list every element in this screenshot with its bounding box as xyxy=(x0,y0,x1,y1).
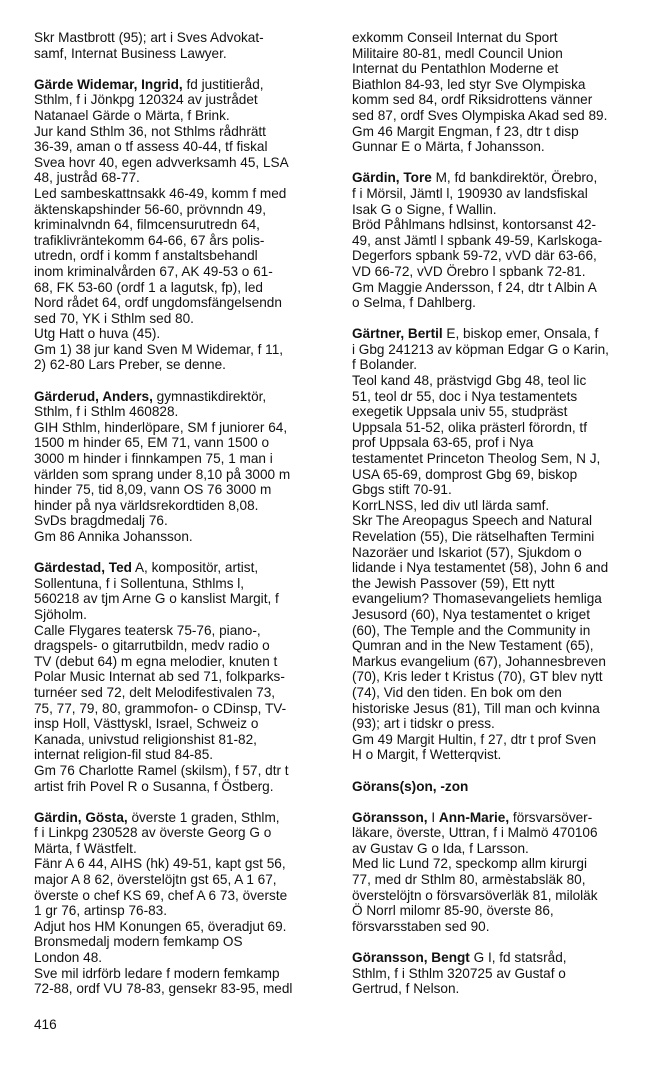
entry-line xyxy=(34,591,324,607)
entry-text: hinder 75, tid 8,09, vann OS 76 3000 m xyxy=(34,482,272,498)
entry-text: Skr Mastbrott (95); art i Sves Advokat- xyxy=(34,30,264,45)
entry-text: komm sed 84, ordf Riksidrottens vänner xyxy=(352,92,593,108)
entry-text: Sthlm, f i Jönkpg 120324 av justrådet xyxy=(34,92,258,108)
entry-text: 3000 m hinder i finnkampen 75, 1 man i xyxy=(34,451,273,467)
entry-line xyxy=(34,155,324,171)
entry-text: exegetik Uppsala univ 55, studpräst xyxy=(352,404,568,420)
entry-headword: Gärde Widemar, Ingrid, xyxy=(34,76,183,92)
entry-text: Biathlon 84-93, led styr Sve Olympiska xyxy=(352,76,586,92)
entry-text: 75, 77, 79, 80, grammofon- o CDinsp, TV- xyxy=(34,700,287,716)
entry-line xyxy=(34,498,324,514)
entry-line xyxy=(352,186,644,202)
entry-line xyxy=(352,513,644,529)
entry-line xyxy=(352,124,644,140)
entry-line xyxy=(352,591,644,607)
entry-line xyxy=(34,311,324,327)
entry-text: Gm Maggie Andersson, f 24, dtr t Albin A xyxy=(352,279,597,295)
entry-text: (60), The Temple and the Community in xyxy=(352,622,591,638)
entry-line xyxy=(34,482,324,498)
entry-headword: Ann-Marie, xyxy=(438,809,510,825)
left-column xyxy=(34,30,324,1012)
entry-text: (74), Vid den tiden. En bok om den xyxy=(352,684,562,700)
entry-text: inom kriminalvården 67, AK 49-53 o 61- xyxy=(34,263,273,279)
entry-text: major A 8 62, överstelöjtn gst 65, A 1 67, xyxy=(34,872,277,888)
entry-text: I xyxy=(427,809,439,825)
entry-text: hinder på nya världsrekordtiden 8,08. xyxy=(34,497,259,513)
entry-line xyxy=(34,888,324,904)
entry-line xyxy=(34,810,324,826)
entry-line xyxy=(352,233,644,249)
entry-line xyxy=(34,763,324,779)
entry-line xyxy=(34,248,324,264)
entry-text: gymnastikdirektör, xyxy=(152,388,267,404)
entry-line xyxy=(34,701,324,717)
entry-text: internat religion-fil stud 84-85. xyxy=(34,747,214,763)
entry-line xyxy=(34,357,324,373)
entry-text: the Jewish Passover (59), Ett nytt xyxy=(352,575,555,591)
biography-entry xyxy=(34,77,324,373)
biography-entry xyxy=(352,326,644,763)
biography-entry xyxy=(352,810,644,935)
entry-line xyxy=(352,389,644,405)
entry-line xyxy=(34,108,324,124)
entry-headword: Gärdin, Gösta, xyxy=(34,809,128,825)
entry-line xyxy=(34,295,324,311)
entry-line xyxy=(352,966,644,982)
entry-line xyxy=(34,903,324,919)
entry-line xyxy=(352,825,644,841)
entry-line xyxy=(352,747,644,763)
entry-line xyxy=(34,856,324,872)
entry-line xyxy=(34,966,324,982)
entry-text: 1 gr 76, artinsp 76-83. xyxy=(34,903,167,919)
entry-line xyxy=(34,435,324,451)
entry-text: 36-39, aman o tf assess 40-44, tf fiskal xyxy=(34,139,268,155)
entry-line xyxy=(34,342,324,358)
entry-line xyxy=(34,467,324,483)
entry-text: Gm 76 Charlotte Ramel (skilsm), f 57, dtr t xyxy=(34,762,289,778)
entry-text: 72-88, ordf VU 78-83, gensekr 83-95, medl xyxy=(34,981,293,997)
entry-text: Sthlm, f i Sthlm 460828. xyxy=(34,404,179,420)
entry-line xyxy=(352,732,644,748)
entry-line xyxy=(34,685,324,701)
entry-text: G I, fd statsråd, xyxy=(469,950,567,966)
entry-text: prof Uppsala 63-65, prof i Nya xyxy=(352,435,534,451)
entry-line xyxy=(34,576,324,592)
entry-text: Jesusord (60), Nya testamentet o kriget xyxy=(352,606,590,622)
entry-line xyxy=(352,420,644,436)
entry-headword: Göransson, Bengt xyxy=(352,950,470,966)
entry-text: London 48. xyxy=(34,950,103,966)
entry-text: Märta, f Wästfelt. xyxy=(34,840,137,856)
entry-line xyxy=(34,779,324,795)
entry-text: 48, justråd 68-77. xyxy=(34,170,140,186)
entry-line xyxy=(352,810,644,826)
entry-line xyxy=(34,529,324,545)
entry-line xyxy=(34,607,324,623)
biography-entry xyxy=(352,170,644,310)
entry-text: sed 70, YK i Sthlm sed 80. xyxy=(34,310,194,326)
entry-line xyxy=(352,482,644,498)
entry-text: Militaire 80-81, medl Council Union xyxy=(352,45,563,61)
entry-text: Gertrud, f Nelson. xyxy=(352,981,460,997)
entry-text: överste 1 graden, Sthlm, xyxy=(127,809,280,825)
entry-line xyxy=(34,30,324,46)
entry-line xyxy=(352,638,644,654)
entry-line xyxy=(352,61,644,77)
entry-line xyxy=(352,950,644,966)
entry-text: (70), Kris leder t Kristus (70), GT blev nytt xyxy=(352,669,603,685)
entry-text: överstelöjtn o försvarsöverläk 81, miloläk xyxy=(352,887,598,903)
entry-line xyxy=(34,669,324,685)
entry-headword: Gärtner, Bertil xyxy=(352,326,443,342)
entry-line xyxy=(352,701,644,717)
entry-text: Gm 1) 38 jur kand Sven M Widemar, f 11, xyxy=(34,341,284,357)
entry-headword: Gärdestad, Ted xyxy=(34,560,132,576)
entry-text: av Gustav G o Ida, f Larsson. xyxy=(352,840,529,856)
entry-text: historiske Jesus (81), Till man och kvinna xyxy=(352,700,600,716)
entry-text: försvarsöver- xyxy=(509,809,593,825)
entry-line xyxy=(352,170,644,186)
entry-line xyxy=(352,716,644,732)
entry-text: turnéer sed 72, delt Melodifestivalen 73, xyxy=(34,684,276,700)
entry-text: försvarsstaben sed 90. xyxy=(352,918,490,934)
entry-text: A, kompositör, artist, xyxy=(131,560,259,576)
entry-line xyxy=(34,716,324,732)
entry-line xyxy=(34,747,324,763)
entry-line xyxy=(352,654,644,670)
entry-headword: Göransson, xyxy=(352,809,428,825)
entry-line xyxy=(352,248,644,264)
entry-line xyxy=(34,202,324,218)
entry-text: Uppsala 51-52, olika prästerl förordn, tf xyxy=(352,419,587,435)
entry-text: o Selma, f Dahlberg. xyxy=(352,295,476,311)
entry-text: E, biskop emer, Onsala, f xyxy=(442,326,599,342)
entry-line xyxy=(352,46,644,62)
entry-line xyxy=(352,342,644,358)
entry-line xyxy=(352,685,644,701)
entry-headword: Görans(s)on, -zon xyxy=(352,778,469,794)
entry-line xyxy=(352,623,644,639)
entry-line xyxy=(34,389,324,405)
entry-text: Nazoräer und Iskariot (57), Sjukdom o xyxy=(352,544,582,560)
entry-text: f i Mörsil, Jämtl l, 190930 av landsfiskal xyxy=(352,185,588,201)
entry-text: Qumran and in the New Testament (65), xyxy=(352,638,594,654)
entry-text: Nord rådet 64, ordf ungdomsfängelsendn xyxy=(34,295,282,311)
entry-text: Markus evangelium (67), Johannesbreven xyxy=(352,653,606,669)
entry-text: f Bolander. xyxy=(352,357,417,373)
entry-text: Kanada, univstud religionshist 81-82, xyxy=(34,731,257,747)
entry-text: Bronsmedalj modern femkamp OS xyxy=(34,934,243,950)
entry-line xyxy=(34,950,324,966)
entry-text: Bröd Påhlmans hdlsinst, kontorsanst 42- xyxy=(352,217,597,233)
entry-line xyxy=(352,357,644,373)
entry-line xyxy=(352,373,644,389)
biography-entry xyxy=(34,810,324,997)
entry-headword: Gärderud, Anders, xyxy=(34,388,153,404)
entry-text: fd justitieråd, xyxy=(182,76,264,92)
entry-text: dragspels- o gitarrutbildn, medv radio o xyxy=(34,638,270,654)
entry-text: Svea hovr 40, egen advverksamh 45, LSA xyxy=(34,154,289,170)
entry-text: lidande i Nya testamentet (58), John 6 and xyxy=(352,560,609,576)
biography-entry xyxy=(352,30,644,155)
entry-line xyxy=(34,872,324,888)
entry-line xyxy=(34,841,324,857)
right-column xyxy=(352,30,644,1012)
entry-text: Gm 46 Margit Engman, f 23, dtr t disp xyxy=(352,123,579,139)
entry-text: testamentet Princeton Theolog Sem, N J, xyxy=(352,451,601,467)
biography-entry xyxy=(352,779,644,795)
entry-text: VD 66-72, vVD Örebro l spbank 72-81. xyxy=(352,263,586,279)
entry-line xyxy=(352,92,644,108)
entry-text: exkomm Conseil Internat du Sport xyxy=(352,30,558,45)
entry-line xyxy=(34,654,324,670)
entry-text: Skr The Areopagus Speech and Natural xyxy=(352,513,593,529)
entry-line xyxy=(34,77,324,93)
entry-line xyxy=(352,467,644,483)
entry-line xyxy=(352,202,644,218)
entry-line xyxy=(34,825,324,841)
entry-line xyxy=(34,217,324,233)
entry-text: 77, med dr Sthlm 80, armèstabsläk 80, xyxy=(352,872,586,888)
entry-text: Led sambeskattnsakk 46-49, komm f med xyxy=(34,185,287,201)
entry-text: Isak G o Signe, f Wallin. xyxy=(352,201,497,217)
entry-text: i Gbg 241213 av köpman Edgar G o Karin, xyxy=(352,341,609,357)
entry-text: artist frih Povel R o Susanna, f Östberg. xyxy=(34,778,274,794)
entry-text: GIH Sthlm, hinderlöpare, SM f juniorer 64, xyxy=(34,419,288,435)
entry-line xyxy=(34,623,324,639)
entry-line xyxy=(34,186,324,202)
biography-entry xyxy=(34,560,324,794)
entry-line xyxy=(352,108,644,124)
entry-text: äktenskapshinder 56-60, prövnndn 49, xyxy=(34,201,267,217)
entry-line xyxy=(352,326,644,342)
entry-text: världen som sprang under 8,10 på 3000 m xyxy=(34,466,291,482)
entry-text: Adjut hos HM Konungen 65, överadjut 69. xyxy=(34,918,287,934)
entry-text: kriminalvndn 64, filmcensurutredn 64, xyxy=(34,217,260,233)
entry-line xyxy=(352,560,644,576)
entry-text: USA 65-69, domprost Gbg 69, biskop xyxy=(352,466,578,482)
entry-text: Sollentuna, f i Sollentuna, Sthlms l, xyxy=(34,575,245,591)
entry-text: KorrLNSS, led div utl lärda samf. xyxy=(352,497,550,513)
entry-line xyxy=(34,326,324,342)
entry-line xyxy=(34,233,324,249)
entry-line xyxy=(352,264,644,280)
entry-line xyxy=(34,92,324,108)
entry-text: Gm 86 Annika Johansson. xyxy=(34,529,193,544)
entry-text: 2) 62-80 Lars Preber, se denne. xyxy=(34,357,226,373)
entry-line xyxy=(34,732,324,748)
entry-text: Calle Flygares teatersk 75-76, piano-, xyxy=(34,622,261,638)
entry-text: sed 87, ordf Sves Olympiska Akad sed 89. xyxy=(352,107,608,123)
entry-line xyxy=(352,779,644,795)
entry-line xyxy=(352,888,644,904)
entry-text: 68, FK 53-60 (ordf 1 a lagutsk, fp), led xyxy=(34,279,263,295)
entry-line xyxy=(352,576,644,592)
entry-line xyxy=(352,529,644,545)
entry-line xyxy=(352,856,644,872)
entry-text: Revelation (55), Die rätselhaften Termini xyxy=(352,529,595,544)
entry-line xyxy=(352,280,644,296)
entry-text: f i Linkpg 230528 av överste Georg G o xyxy=(34,825,272,841)
entry-line xyxy=(34,638,324,654)
entry-text: Polar Music Internat ab sed 71, folkparks- xyxy=(34,669,285,685)
entry-text: evangelium? Thomasevangeliets hemliga xyxy=(352,591,602,607)
entry-line xyxy=(34,919,324,935)
entry-text: M, fd bankdirektör, Örebro, xyxy=(431,170,598,186)
entry-line xyxy=(352,607,644,623)
entry-line xyxy=(352,545,644,561)
biography-entry xyxy=(34,389,324,545)
entry-text: Internat du Pentathlon Moderne et xyxy=(352,61,559,77)
entry-line xyxy=(34,451,324,467)
entry-line xyxy=(352,669,644,685)
entry-line xyxy=(34,170,324,186)
biography-entry xyxy=(34,30,324,61)
entry-line xyxy=(352,841,644,857)
entry-text: Sthlm, f i Sthlm 320725 av Gustaf o xyxy=(352,965,566,981)
entry-line xyxy=(34,560,324,576)
entry-line xyxy=(34,264,324,280)
entry-text: utredn, ordf i komm f anstaltsbehandl xyxy=(34,248,258,264)
entry-text: 1500 m hinder 65, EM 71, vann 1500 o xyxy=(34,435,270,451)
entry-text: överste o chef KS 69, chef A 6 73, överste xyxy=(34,887,288,903)
entry-text: 49, anst Jämtl l spbank 49-59, Karlskoga- xyxy=(352,232,603,248)
entry-line xyxy=(34,420,324,436)
entry-text: H o Margit, f Wetterqvist. xyxy=(352,747,502,763)
entry-text: (93); art i tidskr o press. xyxy=(352,716,495,732)
entry-line xyxy=(34,934,324,950)
entry-text: Sjöholm. xyxy=(34,606,87,622)
entry-text: Sve mil idrförb ledare f modern femkamp xyxy=(34,965,280,981)
entry-line xyxy=(352,903,644,919)
entry-line xyxy=(352,498,644,514)
entry-line xyxy=(352,77,644,93)
entry-line xyxy=(352,919,644,935)
entry-line xyxy=(352,872,644,888)
entry-text: Degerfors spbank 59-72, vVD där 63-66, xyxy=(352,248,597,264)
entry-text: 51, teol dr 55, doc i Nya testamentets xyxy=(352,388,578,404)
entry-text: SvDs bragdmedalj 76. xyxy=(34,513,168,529)
entry-text: Gm 49 Margit Hultin, f 27, dtr t prof Sven xyxy=(352,731,597,747)
entry-line xyxy=(352,30,644,46)
entry-line xyxy=(352,404,644,420)
entry-text: samf, Internat Business Lawyer. xyxy=(34,45,227,61)
entry-text: Ö Norrl milomr 85-90, överste 86, xyxy=(352,903,554,919)
entry-line xyxy=(352,435,644,451)
entry-line xyxy=(34,280,324,296)
entry-text: insp Holl, Västtyskl, Israel, Schweiz o xyxy=(34,716,259,732)
biography-entry xyxy=(352,950,644,997)
entry-text: läkare, överste, Uttran, f i Malmö 470106 xyxy=(352,825,598,841)
entry-line xyxy=(352,981,644,997)
entry-text: 560218 av tjm Arne G o kanslist Margit, f xyxy=(34,591,279,607)
entry-text: Utg Hatt o huva (45). xyxy=(34,326,161,342)
entry-text: Jur kand Sthlm 36, not Sthlms rådhrätt xyxy=(34,123,266,139)
entry-line xyxy=(34,46,324,62)
entry-text: Gunnar E o Märta, f Johansson. xyxy=(352,139,545,155)
entry-line xyxy=(352,139,644,155)
entry-text: trafiklivräntekomm 64-66, 67 års polis- xyxy=(34,232,265,248)
entry-line xyxy=(34,124,324,140)
entry-text: Fänr A 6 44, AIHS (hk) 49-51, kapt gst 56, xyxy=(34,856,286,872)
entry-line xyxy=(34,513,324,529)
entry-line xyxy=(352,451,644,467)
entry-text: TV (debut 64) m egna melodier, knuten t xyxy=(34,653,278,669)
page-number: 416 xyxy=(34,1017,57,1032)
entry-line xyxy=(34,139,324,155)
entry-line xyxy=(352,295,644,311)
entry-headword: Gärdin, Tore xyxy=(352,170,432,186)
entry-line xyxy=(34,404,324,420)
entry-text: Gbgs stift 70-91. xyxy=(352,482,452,498)
entry-line xyxy=(34,981,324,997)
entry-text: Natanael Gärde o Märta, f Brink. xyxy=(34,107,230,123)
entry-line xyxy=(352,217,644,233)
entry-text: Med lic Lund 72, speckomp allm kirurgi xyxy=(352,856,587,872)
entry-text: Teol kand 48, prästvigd Gbg 48, teol lic xyxy=(352,373,587,389)
